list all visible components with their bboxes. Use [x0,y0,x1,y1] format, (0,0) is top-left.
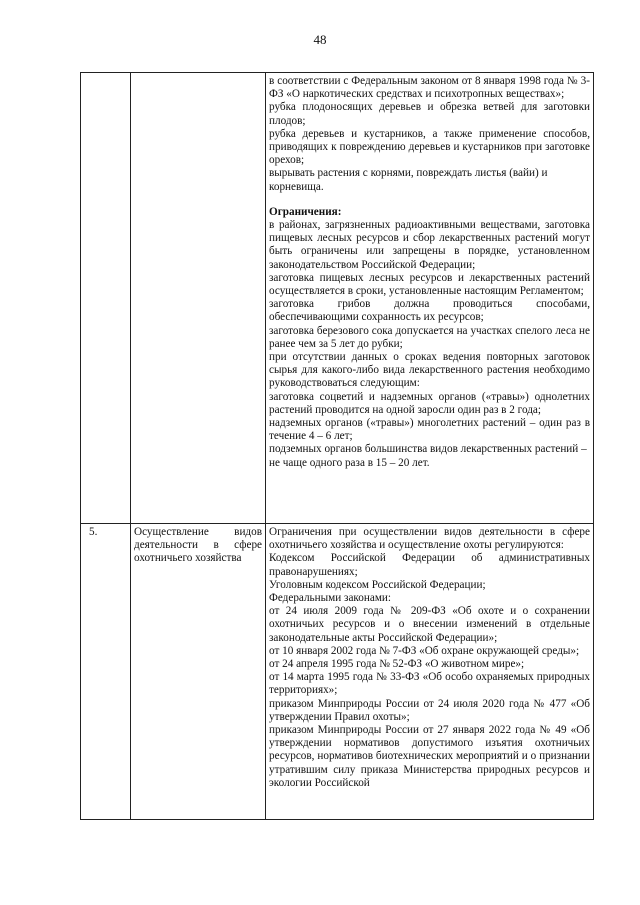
rules-cell [266,73,594,524]
rule-paragraph: Ограничения при осуществлении видов деятельности в сфере охотничьего хозяйства и осуществление охоты регулируются: [269,526,590,552]
rule-paragraph: от 24 апреля 1995 года № 52-ФЗ «О животном мире»; [269,658,525,671]
rule-paragraph: рубка деревьев и кустарников, а также применение способов, приводящих к повреждению деревьев и кустарников при заготовке орехов; [269,127,590,167]
activity-cell [131,73,266,524]
table-row [81,73,594,524]
rule-paragraph: при отсутствии данных о сроках ведения повторных заготовок сырья для какого-либо вида лекарственного растения необходимо руководствоваться следующим: [269,351,590,390]
rule-paragraph: от 10 января 2002 года № 7-ФЗ «Об охране окружающей среды»; [269,644,580,657]
rule-paragraph: Уголовным кодексом Российской Федерации; [269,578,486,591]
rule-paragraph: приказом Минприроды России от 24 июля 2020 года № 477 «Об утверждении Правил охоты»; [269,697,590,723]
row-number-cell: 5. [81,524,131,820]
rule-paragraph: надземных органов («травы») многолетних растений – один раз в течение 4 – 6 лет; [269,417,590,443]
rules-cell [266,524,594,820]
row-number-cell [81,73,131,524]
rule-paragraph: подземных органов большинства видов лекарственных растений – не чаще одного раза в 15 – 20 лет. [269,443,587,469]
rule-paragraph: в районах, загрязненных радиоактивными веществами, заготовка пищевых лесных ресурсов и сбор лекарственных растений могут быть ограничены или запрещены в порядке, установленном законодательством Российской Федерации; [269,219,590,271]
page-number: 48 [313,32,327,47]
rule-paragraph: от 24 июля 2009 года № 209-ФЗ «Об охоте и о сохранении охотничьих ресурсов и о внесении изменений в отдельные законодательные акты Российской Федерации»; [269,605,590,644]
rule-paragraph: от 14 марта 1995 года № 33-ФЗ «Об особо охраняемых природных территориях»; [269,671,590,697]
rule-paragraph: Федеральными законами: [269,592,391,605]
activity-cell [131,524,266,820]
rule-paragraph: заготовка соцветий и надземных органов («травы») однолетних растений проводится на одной заросли один раз в 2 года; [269,390,590,416]
rule-paragraph: заготовка пищевых лесных ресурсов и лекарственных растений осуществляется в сроки, установленные настоящим Регламентом; [269,271,590,298]
activity-text: Осуществление видов деятельности в сфере охотничьего хозяйства [134,526,262,565]
restrictions-heading: Ограничения: [269,205,342,218]
table-row [81,524,594,820]
rule-paragraph: заготовка березового сока допускается на участках спелого леса не ранее чем за 5 лет до рубки; [269,324,590,350]
rule-paragraph: приказом Минприроды России от 27 января 2022 года № 49 «Об утверждении нормативов допустимого изъятия охотничьих ресурсов, нормативов биотехнических мероприятий и о признании утратившим силу приказа Министерства природных ресурсов и экологии Российской [269,724,590,789]
rule-paragraph: в соответствии с Федеральным законом от 8 января 1998 года № 3-ФЗ «О наркотических средствах и психотропных веществах»; [269,75,590,101]
rule-paragraph: заготовка грибов должна проводиться способами, обеспечивающими сохранность их ресурсов; [269,298,590,324]
regulation-table [80,72,594,820]
rule-paragraph: вырывать растения с корнями, повреждать листья (вайи) и корневища. [269,167,548,193]
rule-paragraph: Кодексом Российской Федерации об административных правонарушениях; [269,552,590,578]
rule-paragraph: рубка плодоносящих деревьев и обрезка ветвей для заготовки плодов; [269,101,590,127]
